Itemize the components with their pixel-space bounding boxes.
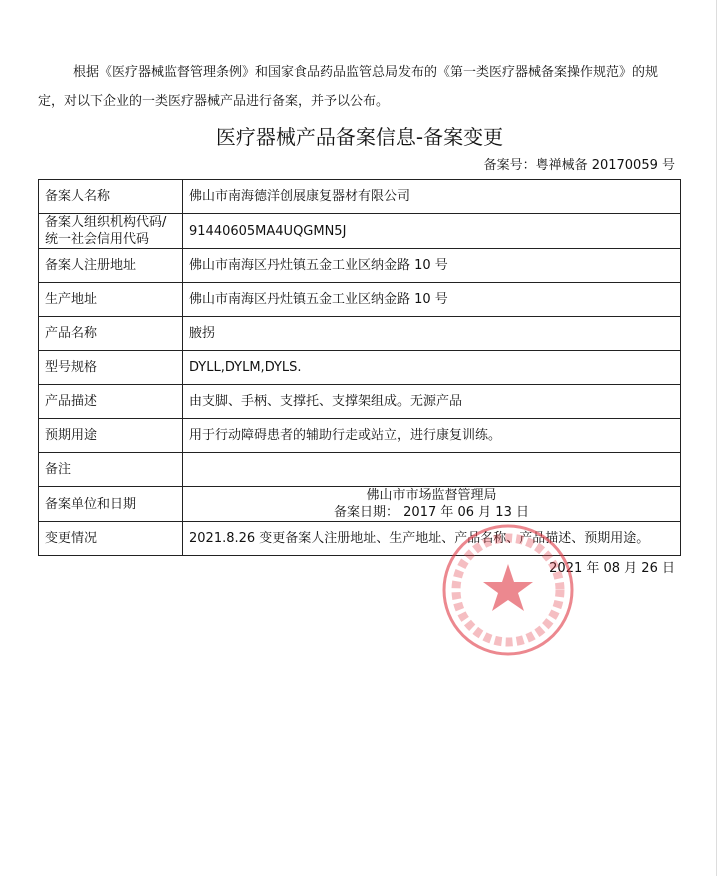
document-body <box>38 58 681 578</box>
table-row <box>39 385 681 419</box>
table-row <box>39 419 681 453</box>
row-value: 腋拐 <box>183 317 681 351</box>
row-label: 备案人名称 <box>39 180 183 214</box>
row-value: 91440605MA4UQGMN5J <box>183 214 681 249</box>
record-table <box>38 179 681 556</box>
row-label: 预期用途 <box>39 419 183 453</box>
row-value: DYLL,DYLM,DYLS. <box>183 351 681 385</box>
filing-date: 备案日期： 2017 年 06 月 13 日 <box>334 505 529 520</box>
row-value: 用于行动障碍患者的辅助行走或站立，进行康复训练。 <box>183 419 681 453</box>
table-row <box>39 249 681 283</box>
intro-paragraph: 根据《医疗器械监督管理条例》和国家食品药品监管总局发布的《第一类医疗器械备案操作规范》的规定，对以下企业的一类医疗器械产品进行备案，并予以公布。 <box>38 65 659 109</box>
row-label: 备案人组织机构代码/统一社会信用代码 <box>39 214 183 249</box>
table-row <box>39 317 681 351</box>
record-number: 备案号：粤禅械备 20170059 号 <box>483 158 675 173</box>
row-value: 由支脚、手柄、支撑托、支撑架组成。无源产品 <box>183 385 681 419</box>
filing-unit: 佛山市市场监督管理局 <box>366 488 497 503</box>
row-value <box>183 453 681 487</box>
row-value: 佛山市南海区丹灶镇五金工业区纳金路 10 号 <box>183 283 681 317</box>
table-row <box>39 214 681 249</box>
row-label: 备注 <box>39 453 183 487</box>
row-label: 产品名称 <box>39 317 183 351</box>
row-label: 产品描述 <box>39 385 183 419</box>
table-row <box>39 487 681 522</box>
row-value: 2021.8.26 变更备案人注册地址、生产地址、产品名称、产品描述、预期用途。 <box>183 522 681 556</box>
row-label: 型号规格 <box>39 351 183 385</box>
change-date: 2021 年 08 月 26 日 <box>549 561 675 576</box>
row-label: 备案单位和日期 <box>39 487 183 522</box>
row-label: 备案人注册地址 <box>39 249 183 283</box>
table-row <box>39 283 681 317</box>
row-value: 佛山市南海德洋创展康复器材有限公司 <box>183 180 681 214</box>
table-row <box>39 453 681 487</box>
table-row <box>39 180 681 214</box>
row-value: 佛山市南海区丹灶镇五金工业区纳金路 10 号 <box>183 249 681 283</box>
row-label: 生产地址 <box>39 283 183 317</box>
table-row <box>39 351 681 385</box>
row-label: 变更情况 <box>39 522 183 556</box>
row-value <box>183 487 681 522</box>
page-title: 医疗器械产品备案信息-备案变更 <box>215 125 504 149</box>
table-row <box>39 522 681 556</box>
